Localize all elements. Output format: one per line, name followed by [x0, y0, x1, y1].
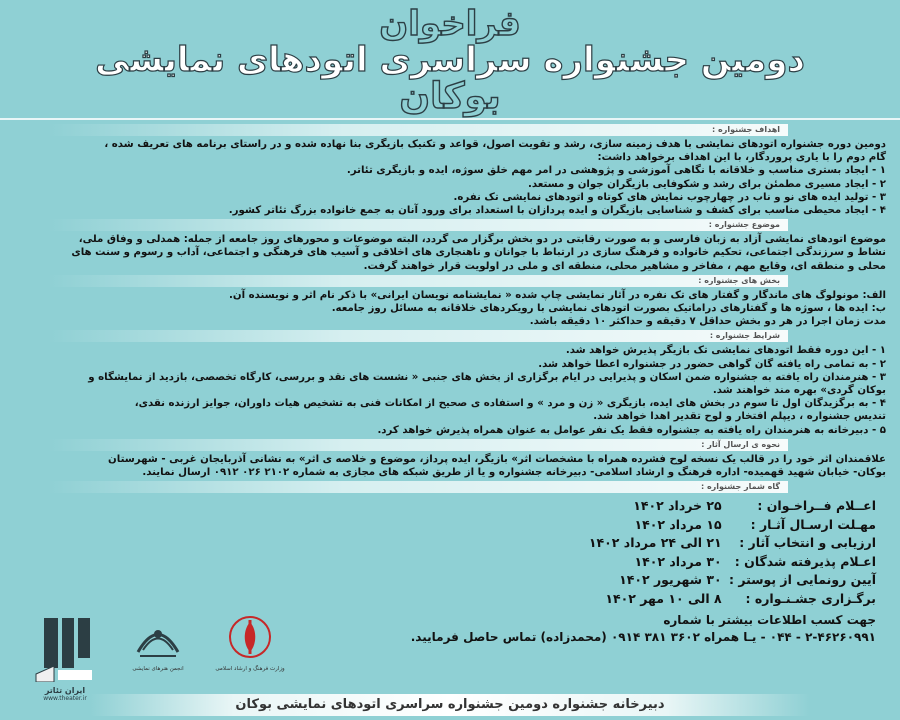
- submission-line: علاقمندان اثر خود را در قالب یک نسخه لوح فشرده همراه با مشخصات اثر» بازیگر، ایده پرداز، موضوع و خلاصه ی اثر» به نشانی آذربایجان غربی - شهرستان: [108, 453, 886, 465]
- topic-line: نشاط و سرزندگی اجتماعی، تحکیم خانواده و فرهنگ سازی در ارتباط با جوانان و ناهنجاری های اخلاقی و آسیب های فرهنگی و اجتماعی، آداب و رسوم و سنت های: [71, 247, 886, 259]
- parts-line: ب: ایده ها ، سوژه ها و گفتارهای دراماتیک بصورت اتودهای نمایشی با رویکردهای خلاقانه به مسائل روز جامعه.: [331, 303, 886, 315]
- poster-body: [0, 122, 900, 646]
- ministry-logo: [210, 612, 290, 673]
- schedule-row-date: ۸ الی ۱۰ مهر ۱۴۰۲: [605, 590, 722, 606]
- association-caption: انجمن هنرهای نمایشی: [132, 666, 184, 672]
- schedule-row-date: ۳۰ شهریور ۱۴۰۲: [619, 572, 722, 588]
- iran-theater-site: www.theater.ir: [43, 695, 87, 702]
- conditions-line: ۱ - این دوره فقط اتودهای نمایشی تک بازیگر پذیرش خواهد شد.: [565, 345, 886, 357]
- ministry-caption: وزارت فرهنگ و ارشاد اسلامی: [215, 666, 285, 672]
- contact-phone-line: ۲-۴۶۲۶۰۹۹۱ - ۰۴۴ - یـا همراه ۳۶۰۲ ۳۸۱ ۰۹۱۴ (محمدزاده) تماس حاصل فرمایید.: [410, 630, 876, 645]
- logos-row: [30, 600, 290, 700]
- goals-line: ۱ - ایجاد بستری مناسب و خلاقانه با نگاهی آموزشی و پژوهشی در امر مهم خلق سوژه، ایده و بازیگری تئاتر.: [346, 165, 886, 177]
- section-goals-text: [12, 138, 888, 217]
- schedule-row-date: ۳۰ مرداد ۱۴۰۲: [634, 553, 722, 569]
- section-conditions-text: [12, 344, 888, 436]
- poster-header: [0, 4, 900, 118]
- iran-theater-logo: [30, 614, 100, 702]
- iran-theater-logo-icon: [34, 614, 96, 682]
- iran-emblem-icon: [225, 612, 275, 662]
- conditions-line: ۳ - هنرمندان راه یافته به جشنواره ضمن اسکان و پذیرایی در ایام برگزاری از بخش های جنبی « نشست های نقد و بررسی، کارگاه تخصصی، بازدید از نمایشگاه و: [88, 371, 886, 383]
- schedule-row-date: ۲۵ خرداد ۱۴۰۲: [633, 498, 722, 514]
- schedule-row-date: ۱۵ مرداد ۱۴۰۲: [634, 516, 722, 532]
- footer-secretariat: دبیرخانه جشنواره دومین جشنواره سراسری اتودهای نمایشی بوکان: [90, 694, 810, 716]
- section-submission-text: [12, 453, 888, 479]
- schedule-row: [12, 553, 888, 572]
- goals-line: ۴ - ایجاد محیطی مناسب برای کشف و شناسایی بازیگران و ایده پردازان با استعداد برای ورود آنان به جمع خانواده بزرگ تئاتر کشور.: [228, 205, 886, 217]
- schedule-row-label: برگـزاری جشـنـواره :: [745, 590, 876, 606]
- schedule-row-date: ۲۱ الی ۲۴ مرداد ۱۴۰۲: [588, 535, 722, 551]
- goals-line: دومین دوره جشنواره اتودهای نمایشی با هدف زمینه سازی، رشد و تقویت اصول، قواعد و تکنیک بازیگری بنا نهاده شده و در راستای برنامه های تعریف شده ،: [104, 139, 886, 150]
- association-logo: [118, 612, 198, 673]
- conditions-line: تندیس جشنواره ، دیپلم افتخار و لوح تقدیر اهدا خواهد شد.: [593, 411, 886, 423]
- section-schedule-label: گاه شمار جشنواره :: [48, 481, 788, 493]
- conditions-line: ۴ - به برگزیدگان اول تا سوم در بخش های ایده، بازیگری « زن و مرد » و استفاده ی صحیح از امکانات فنی به تشخیص هیات داوران، جوایز ارزنده نقدی،: [134, 398, 886, 410]
- iran-theater-brand: ایران تئاتر: [44, 686, 86, 695]
- schedule-row-label: اعـلام پذیرفته شدگان :: [734, 553, 876, 569]
- topic-line: موضوع اتودهای نمایشی آزاد به زبان فارسی و به صورت رقابتی در دو بخش برگزار می گردد، البته موضوعات و محورهای روز جامعه از جمله: همدلی و وفاق ملی،: [78, 234, 886, 246]
- schedule-row: [12, 571, 888, 590]
- submission-line: بوکان- خیابان شهید قهمیده- اداره فرهنگ و ارشاد اسلامی- دبیرخانه جشنواره و یا از طریق شبکه های مجازی به شماره ۲۱۰۲ ۰۲۶ ۰۹۱۲ ارسال نمایند.: [142, 467, 886, 479]
- section-goals-label: اهداف جشنواره :: [48, 124, 788, 136]
- goals-line: ۳ - تولید ایده های نو و ناب در چهارچوب نمایش های کوتاه و اتودهای نمایشی تک نفره.: [453, 191, 886, 203]
- section-parts-text: [12, 289, 888, 329]
- section-topic-text: [12, 233, 888, 273]
- header-city-title: بوکان: [399, 76, 501, 117]
- header-festival-title: دومین جشنواره سراسری اتودهای نمایشی: [95, 40, 805, 80]
- header-call-title: فراخوان: [379, 4, 521, 44]
- schedule-row: [12, 516, 888, 535]
- schedule-list: [12, 497, 888, 608]
- conditions-line: ۲ - به تمامی راه یافته گان گواهی حضور در جشنواره اعطا خواهد شد.: [538, 358, 886, 370]
- conditions-line: بوکان گردی» بهره مند خواهند شد.: [712, 385, 886, 397]
- association-emblem-icon: [128, 612, 188, 662]
- goals-line: ۲ - ایجاد مسیری مطمئن برای رشد و شکوفایی بازیگران جوان و مستعد.: [527, 178, 886, 190]
- section-topic-label: موضوع جشنواره :: [48, 219, 788, 231]
- conditions-line: ۵ - دبیرخانه به هنرمندان راه یافته به جشنواره فقط یک نفر عوامل به عنوان همراه پذیرش خواهد کرد.: [377, 424, 886, 436]
- schedule-row-label: ارزیابی و انتخاب آثار :: [739, 535, 876, 551]
- parts-line: الف: مونولوگ های ماندگار و گفتار های تک نفره در آثار نمایشی چاپ شده « نمایشنامه نویسان ایرانی» با ذکر نام اثر و نویسنده آن.: [229, 289, 886, 301]
- schedule-row-label: آیین رونمایی از پوستر :: [729, 572, 876, 588]
- section-submission-label: نحوه ی ارسال آثار :: [48, 439, 788, 451]
- goals-line: گام دوم را با یاری پروردگار، با این اهداف برخواهد داشت:: [597, 152, 886, 164]
- section-conditions-label: شرایط جشنواره :: [48, 330, 788, 342]
- schedule-row-label: اعــلام فــراخـوان :: [757, 498, 876, 514]
- topic-line: محلی و منطقه ای، وقایع مهم ، مفاخر و مشاهیر محلی، منطقه ای و ملی در اولویت قرار خواهند گرفت.: [363, 260, 886, 272]
- parts-line: مدت زمان اجرا در هر دو بخش حداقل ۷ دقیقه و حداکثر ۱۰ دقیقه باشد.: [529, 316, 886, 328]
- schedule-row: [12, 534, 888, 553]
- schedule-row-label: مهـلت ارسـال آثـار :: [750, 516, 876, 532]
- section-parts-label: بخش های جشنواره :: [48, 275, 788, 287]
- contact-line: جهت کسب اطلاعات بیشتر با شماره: [663, 613, 876, 628]
- header-divider: [0, 118, 900, 120]
- schedule-row: [12, 497, 888, 516]
